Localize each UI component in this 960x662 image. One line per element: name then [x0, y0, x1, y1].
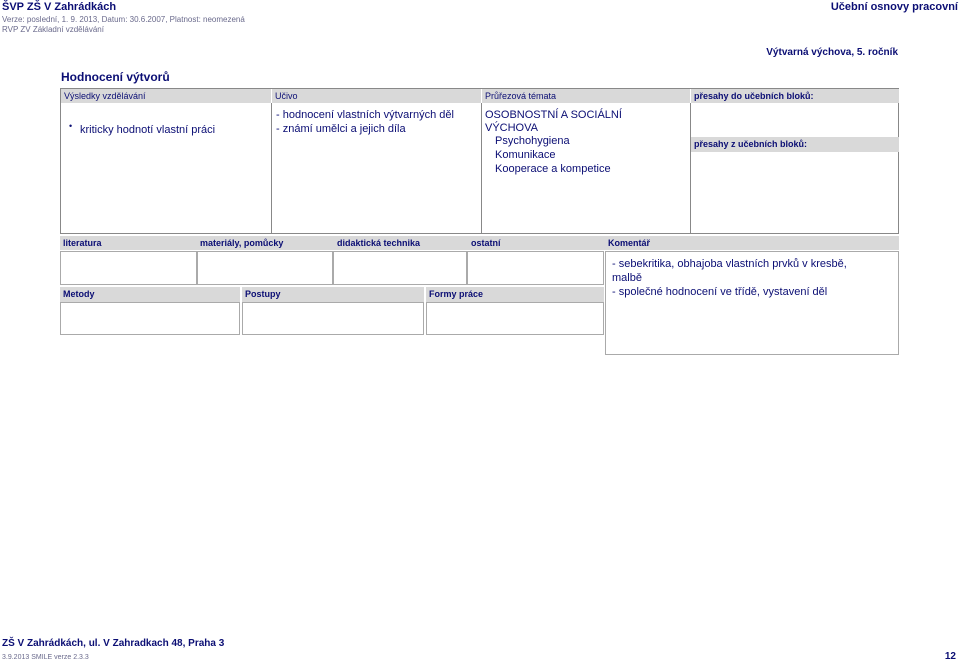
upper-table: [60, 88, 899, 234]
header-literature: literatura: [60, 236, 197, 250]
header-didactic-tech: didaktická technika: [334, 236, 468, 250]
theme-title: OSOBNOSTNÍ A SOCIÁLNÍ: [485, 109, 622, 121]
subject-title: Výtvarná výchova, 5. ročník: [766, 47, 898, 58]
column-divider: [690, 103, 691, 233]
other-box: [467, 251, 604, 285]
header-other: ostatní: [468, 236, 605, 250]
theme-item: Psychohygiena: [495, 135, 570, 147]
materials-box: [197, 251, 333, 285]
header-overlap-to: přesahy do učebních bloků:: [691, 89, 899, 103]
header-comment: Komentář: [605, 236, 899, 250]
footer-address: ZŠ V Zahrádkách, ul. V Zahradkach 48, Praha 3: [2, 638, 225, 649]
page-number: 12: [944, 651, 956, 662]
header-outcomes: Výsledky vzdělávání: [61, 89, 271, 103]
bullet: •: [69, 121, 73, 131]
header-work-forms: Formy práce: [426, 287, 604, 302]
comment-line: - společné hodnocení ve třídě, vystavení děl: [612, 286, 828, 298]
column-divider: [271, 103, 272, 233]
footer-version: 3.9.2013 SMILE verze 2.3.3: [2, 654, 89, 661]
header-procedures: Postupy: [242, 287, 424, 302]
procedures-box: [242, 302, 424, 335]
header-overlap-from: přesahy z učebních bloků:: [691, 137, 899, 152]
lower-table: [60, 236, 899, 356]
version-info: Verze: poslední, 1. 9. 2013, Datum: 30.6.2007, Platnost: neomezená: [2, 15, 245, 24]
literature-box: [60, 251, 197, 285]
document-title: Učební osnovy pracovní: [830, 1, 958, 13]
curriculum-item: - hodnocení vlastních výtvarných děl: [276, 109, 454, 121]
comment-line: malbě: [612, 272, 642, 284]
school-name: ŠVP ZŠ V Zahrádkách: [2, 1, 117, 13]
rvp-info: RVP ZV Základní vzdělávání: [2, 25, 104, 34]
learning-outcome: kriticky hodnotí vlastní práci: [80, 124, 216, 136]
column-divider: [481, 103, 482, 233]
header-methods: Metody: [60, 287, 240, 302]
section-title: Hodnocení výtvorů: [61, 70, 170, 84]
header-themes: Průřezová témata: [482, 89, 690, 103]
didactic-tech-box: [333, 251, 467, 285]
comment-line: - sebekritika, obhajoba vlastních prvků v kresbě,: [612, 258, 847, 270]
curriculum-item: - známí umělci a jejich díla: [276, 123, 406, 135]
methods-box: [60, 302, 240, 335]
header-curriculum: Učivo: [272, 89, 481, 103]
theme-title: VÝCHOVA: [485, 122, 538, 134]
theme-item: Komunikace: [495, 149, 556, 161]
theme-item: Kooperace a kompetice: [495, 163, 611, 175]
work-forms-box: [426, 302, 604, 335]
header-materials: materiály, pomůcky: [197, 236, 334, 250]
